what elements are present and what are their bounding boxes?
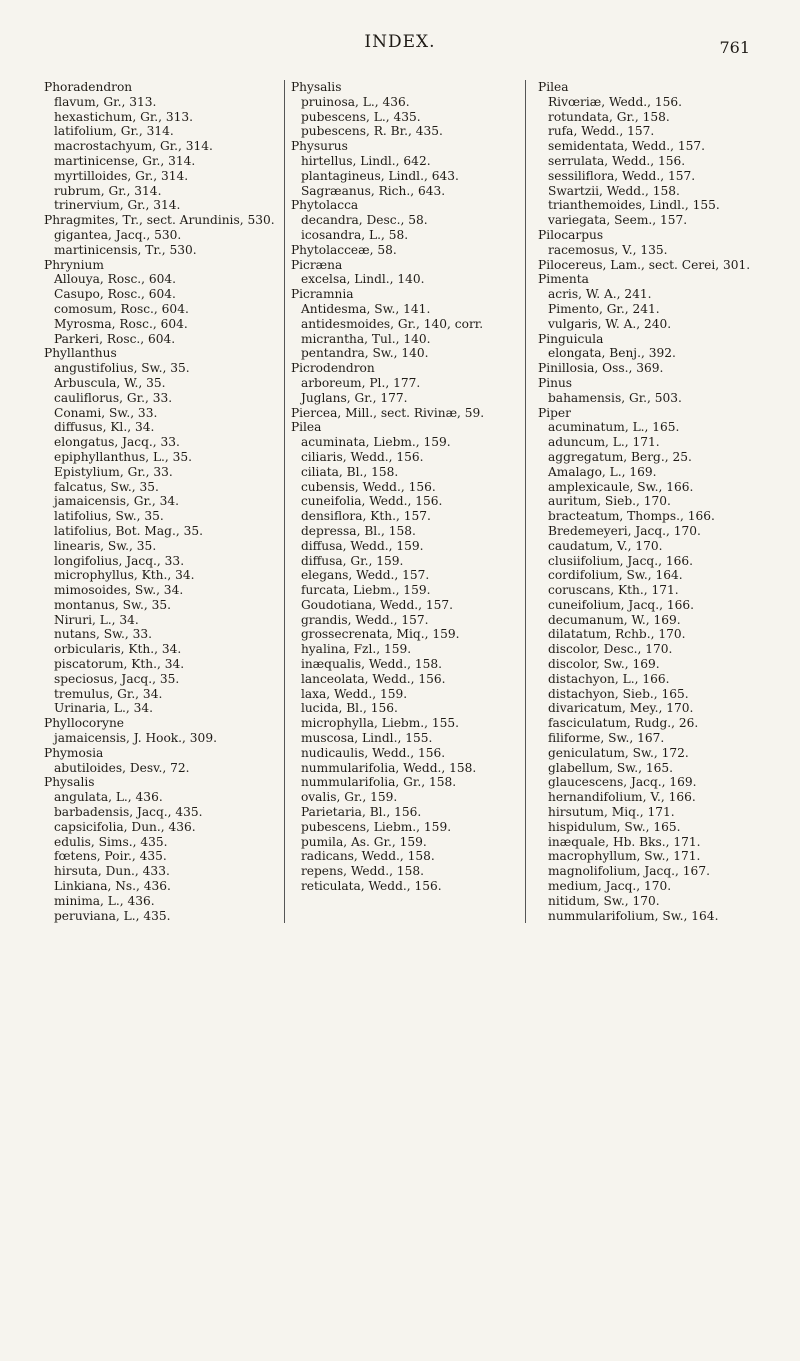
index-species-entry: trinervium, Gr., 314. <box>54 198 181 213</box>
index-species-entry: ciliaris, Wedd., 156. <box>300 449 424 464</box>
index-species-entry: plantagineus, Lindl., 643. <box>300 168 459 183</box>
index-species-entry: Allouya, Rosc., 604. <box>54 272 177 287</box>
index-genus-entry: Piercea, Mill., sect. Rivinæ, 59. <box>290 405 485 420</box>
index-species-entry: grossecrenata, Miq., 159. <box>300 627 460 642</box>
index-species-entry: diffusa, Gr., 159. <box>300 553 404 568</box>
index-genus-entry: Phytolacca <box>290 198 359 213</box>
index-species-entry: latifolius, Bot. Mag., 35. <box>54 523 203 538</box>
index-species-entry: comosum, Rosc., 604. <box>54 301 189 316</box>
index-species-entry: inæqualis, Wedd., 158. <box>300 657 442 672</box>
index-genus-entry: Phytolacceæ, 58. <box>290 242 397 257</box>
index-species-entry: excelsa, Lindl., 140. <box>300 272 425 287</box>
index-species-entry: mimosoides, Sw., 34. <box>54 583 184 598</box>
index-species-entry: depressa, Bl., 158. <box>300 523 416 538</box>
index-genus-entry: Piper <box>538 405 571 420</box>
index-species-entry: geniculatum, Sw., 172. <box>548 745 689 760</box>
index-species-entry: edulis, Sims., 435. <box>54 834 168 849</box>
index-columns <box>44 80 770 923</box>
index-species-entry: micrantha, Tul., 140. <box>300 331 431 346</box>
index-genus-entry: Picrodendron <box>290 361 375 376</box>
index-species-entry: repens, Wedd., 158. <box>300 864 424 879</box>
index-species-entry: Sagræanus, Rich., 643. <box>300 183 446 198</box>
index-species-entry: macrophyllum, Sw., 171. <box>548 849 701 864</box>
index-species-entry: piscatorum, Kth., 34. <box>54 657 185 672</box>
index-species-entry: distachyon, L., 166. <box>548 671 670 686</box>
index-species-entry: Urinaria, L., 34. <box>54 701 153 716</box>
index-species-entry: fœtens, Poir., 435. <box>54 849 167 864</box>
index-genus-entry: Phoradendron <box>44 80 133 94</box>
index-species-entry: nudicaulis, Wedd., 156. <box>300 745 446 760</box>
index-species-entry: cubensis, Wedd., 156. <box>300 479 436 494</box>
index-species-entry: acuminata, Liebm., 159. <box>300 435 451 450</box>
index-species-entry: angustifolius, Sw., 35. <box>54 361 190 376</box>
index-species-entry: lucida, Bl., 156. <box>300 701 398 716</box>
index-species-entry: grandis, Wedd., 157. <box>300 612 429 627</box>
index-species-entry: Amalago, L., 169. <box>548 464 657 479</box>
index-species-entry: ciliata, Bl., 158. <box>300 464 399 479</box>
index-species-entry: cordifolium, Sw., 164. <box>548 568 683 583</box>
index-species-entry: hyalina, Fzl., 159. <box>300 642 412 657</box>
index-species-entry: cuneifolium, Jacq., 166. <box>548 597 694 612</box>
index-species-entry: nummularifolium, Sw., 164. <box>548 908 719 923</box>
index-species-entry: Linkiana, Ns., 436. <box>54 879 171 894</box>
index-species-entry: medium, Jacq., 170. <box>548 879 672 894</box>
index-species-entry: coruscans, Kth., 171. <box>548 583 679 598</box>
index-species-entry: decandra, Desc., 58. <box>300 213 428 228</box>
index-species-entry: microphylla, Liebm., 155. <box>300 716 460 731</box>
index-genus-entry: Physalis <box>290 80 342 94</box>
index-species-entry: nutans, Sw., 33. <box>54 627 153 642</box>
index-species-entry: glabellum, Sw., 165. <box>548 760 674 775</box>
index-species-entry: icosandra, L., 58. <box>300 227 409 242</box>
page-header <box>0 18 800 58</box>
index-species-entry: auritum, Sieb., 170. <box>548 494 671 509</box>
index-species-entry: hexastichum, Gr., 313. <box>54 109 194 124</box>
index-species-entry: epiphyllanthus, L., 35. <box>54 449 193 464</box>
index-species-entry: radicans, Wedd., 158. <box>300 849 435 864</box>
index-species-entry: fasciculatum, Rudg., 26. <box>548 716 699 731</box>
index-species-entry: latifolium, Gr., 314. <box>54 124 174 139</box>
index-species-entry: pentandra, Sw., 140. <box>300 346 429 361</box>
index-species-entry: pruinosa, L., 436. <box>300 94 410 109</box>
index-species-entry: gigantea, Jacq., 530. <box>54 227 182 242</box>
index-species-entry: pubescens, L., 435. <box>300 109 421 124</box>
running-head: INDEX. <box>364 32 436 52</box>
index-genus-entry: Phyllocoryne <box>44 716 125 731</box>
index-species-entry: bahamensis, Gr., 503. <box>548 390 682 405</box>
index-species-entry: longifolius, Jacq., 33. <box>54 553 185 568</box>
index-species-entry: minima, L., 436. <box>54 893 155 908</box>
index-species-entry: Conami, Sw., 33. <box>54 405 158 420</box>
index-species-entry: Rivœriæ, Wedd., 156. <box>548 94 683 109</box>
index-species-entry: Parkeri, Rosc., 604. <box>54 331 176 346</box>
index-genus-entry: Pinguicula <box>538 331 604 346</box>
index-species-entry: pubescens, R. Br., 435. <box>300 124 443 139</box>
index-species-entry: bracteatum, Thomps., 166. <box>548 509 715 524</box>
index-column-right <box>530 80 770 923</box>
index-species-entry: Parietaria, Bl., 156. <box>300 805 422 820</box>
index-genus-entry: Phymosia <box>44 745 104 760</box>
index-species-entry: martinicensis, Tr., 530. <box>54 242 197 257</box>
index-species-entry: Epistylium, Gr., 33. <box>54 464 173 479</box>
index-species-entry: discolor, Desc., 170. <box>548 642 673 657</box>
index-genus-entry: Physurus <box>290 139 348 154</box>
index-species-entry: nummularifolia, Gr., 158. <box>300 775 457 790</box>
index-species-entry: Arbuscula, W., 35. <box>54 375 166 390</box>
index-species-entry: trianthemoides, Lindl., 155. <box>548 198 720 213</box>
index-column-middle <box>284 80 526 923</box>
index-species-entry: hirtellus, Lindl., 642. <box>300 153 431 168</box>
index-species-entry: aduncum, L., 171. <box>548 435 660 450</box>
index-species-entry: Casupo, Rosc., 604. <box>54 287 176 302</box>
index-genus-entry: Physalis <box>44 775 95 790</box>
index-species-entry: falcatus, Sw., 35. <box>54 479 159 494</box>
index-species-entry: clusiifolium, Jacq., 166. <box>548 553 693 568</box>
index-species-entry: abutiloides, Desv., 72. <box>54 760 190 775</box>
index-species-entry: rubrum, Gr., 314. <box>54 183 162 198</box>
index-species-entry: Myrosma, Rosc., 604. <box>54 316 188 331</box>
index-species-entry: laxa, Wedd., 159. <box>300 686 408 701</box>
index-species-entry: latifolius, Sw., 35. <box>54 509 164 524</box>
index-species-entry: elegans, Wedd., 157. <box>300 568 430 583</box>
index-genus-entry: Pilocereus, Lam., sect. Cerei, 301. <box>538 257 751 272</box>
index-species-entry: arboreum, Pl., 177. <box>300 375 421 390</box>
index-species-entry: variegata, Seem., 157. <box>548 213 688 228</box>
index-genus-entry: Pimenta <box>538 272 589 287</box>
index-species-entry: Juglans, Gr., 177. <box>300 390 408 405</box>
index-species-entry: linearis, Sw., 35. <box>54 538 157 553</box>
index-species-entry: Swartzii, Wedd., 158. <box>548 183 680 198</box>
index-species-entry: pubescens, Liebm., 159. <box>300 819 452 834</box>
index-species-entry: lanceolata, Wedd., 156. <box>300 671 446 686</box>
index-species-entry: dilatatum, Rchb., 170. <box>548 627 686 642</box>
index-species-entry: nitidum, Sw., 170. <box>548 893 660 908</box>
index-genus-entry: Picramnia <box>290 287 354 302</box>
index-genus-entry: Phrynium <box>44 257 104 272</box>
index-species-entry: aggregatum, Berg., 25. <box>548 449 692 464</box>
index-species-entry: cauliflorus, Gr., 33. <box>54 390 173 405</box>
index-species-entry: racemosus, V., 135. <box>548 242 668 257</box>
index-species-entry: barbadensis, Jacq., 435. <box>54 805 203 820</box>
index-species-entry: distachyon, Sieb., 165. <box>548 686 689 701</box>
index-genus-entry: Phragmites, Tr., sect. Arundinis, 530. <box>44 213 275 228</box>
page-number: 761 <box>719 38 750 57</box>
index-species-entry: martinicense, Gr., 314. <box>54 153 196 168</box>
index-species-entry: hirsuta, Dun., 433. <box>54 864 170 879</box>
index-species-entry: amplexicaule, Sw., 166. <box>548 479 694 494</box>
index-species-entry: peruviana, L., 435. <box>54 908 171 923</box>
index-species-entry: inæquale, Hb. Bks., 171. <box>548 834 701 849</box>
index-species-entry: sessiliflora, Wedd., 157. <box>548 168 696 183</box>
index-species-entry: flavum, Gr., 313. <box>54 94 157 109</box>
index-species-entry: tremulus, Gr., 34. <box>54 686 163 701</box>
index-species-entry: jamaicensis, Gr., 34. <box>54 494 180 509</box>
index-species-entry: filiforme, Sw., 167. <box>548 731 665 746</box>
index-species-entry: montanus, Sw., 35. <box>54 597 171 612</box>
index-species-entry: microphyllus, Kth., 34. <box>54 568 195 583</box>
index-genus-entry: Pilea <box>538 80 569 94</box>
index-species-entry: Bredemeyeri, Jacq., 170. <box>548 523 701 538</box>
index-species-entry: densiflora, Kth., 157. <box>300 509 431 524</box>
index-species-entry: speciosus, Jacq., 35. <box>54 671 180 686</box>
index-species-entry: Pimento, Gr., 241. <box>548 301 660 316</box>
index-genus-entry: Pinus <box>538 375 573 390</box>
index-species-entry: angulata, L., 436. <box>54 790 163 805</box>
index-species-entry: muscosa, Lindl., 155. <box>300 731 433 746</box>
index-species-entry: diffusus, Kl., 34. <box>54 420 155 435</box>
index-species-entry: serrulata, Wedd., 156. <box>548 153 686 168</box>
index-species-entry: rotundata, Gr., 158. <box>548 109 670 124</box>
index-species-entry: decumanum, W., 169. <box>548 612 681 627</box>
index-species-entry: Antidesma, Sw., 141. <box>300 301 431 316</box>
index-genus-entry: Pilea <box>290 420 322 435</box>
index-species-entry: Niruri, L., 34. <box>54 612 139 627</box>
index-species-entry: elongata, Benj., 392. <box>548 346 676 361</box>
index-species-entry: semidentata, Wedd., 157. <box>548 139 705 154</box>
index-species-entry: magnolifolium, Jacq., 167. <box>548 864 710 879</box>
index-species-entry: hernandifolium, V., 166. <box>548 790 696 805</box>
index-species-entry: cuneifolia, Wedd., 156. <box>300 494 443 509</box>
index-genus-entry: Picræna <box>290 257 343 272</box>
index-species-entry: rufa, Wedd., 157. <box>548 124 655 139</box>
index-genus-entry: Pinillosia, Oss., 369. <box>538 361 664 376</box>
index-species-entry: vulgaris, W. A., 240. <box>548 316 672 331</box>
index-species-entry: myrtilloides, Gr., 314. <box>54 168 189 183</box>
index-species-entry: diffusa, Wedd., 159. <box>300 538 424 553</box>
index-species-entry: Goudotiana, Wedd., 157. <box>300 597 454 612</box>
index-species-entry: pumila, As. Gr., 159. <box>300 834 427 849</box>
index-genus-entry: Phyllanthus <box>44 346 117 361</box>
index-species-entry: furcata, Liebm., 159. <box>300 583 431 598</box>
index-species-entry: jamaicensis, J. Hook., 309. <box>54 731 217 746</box>
index-species-entry: hispidulum, Sw., 165. <box>548 819 681 834</box>
index-species-entry: ovalis, Gr., 159. <box>300 790 398 805</box>
index-species-entry: caudatum, V., 170. <box>548 538 663 553</box>
index-species-entry: hirsutum, Miq., 171. <box>548 805 675 820</box>
index-species-entry: discolor, Sw., 169. <box>548 657 660 672</box>
index-species-entry: acuminatum, L., 165. <box>548 420 680 435</box>
index-species-entry: divaricatum, Mey., 170. <box>548 701 694 716</box>
index-species-entry: antidesmoides, Gr., 140, corr. <box>300 316 484 331</box>
index-species-entry: glaucescens, Jacq., 169. <box>548 775 697 790</box>
index-species-entry: acris, W. A., 241. <box>548 287 652 302</box>
index-species-entry: reticulata, Wedd., 156. <box>300 879 442 894</box>
index-species-entry: capsicifolia, Dun., 436. <box>54 819 196 834</box>
index-species-entry: elongatus, Jacq., 33. <box>54 435 180 450</box>
index-genus-entry: Pilocarpus <box>538 227 604 242</box>
index-species-entry: nummularifolia, Wedd., 158. <box>300 760 477 775</box>
index-species-entry: macrostachyum, Gr., 314. <box>54 139 213 154</box>
index-species-entry: orbicularis, Kth., 34. <box>54 642 182 657</box>
index-column-left <box>44 80 280 923</box>
